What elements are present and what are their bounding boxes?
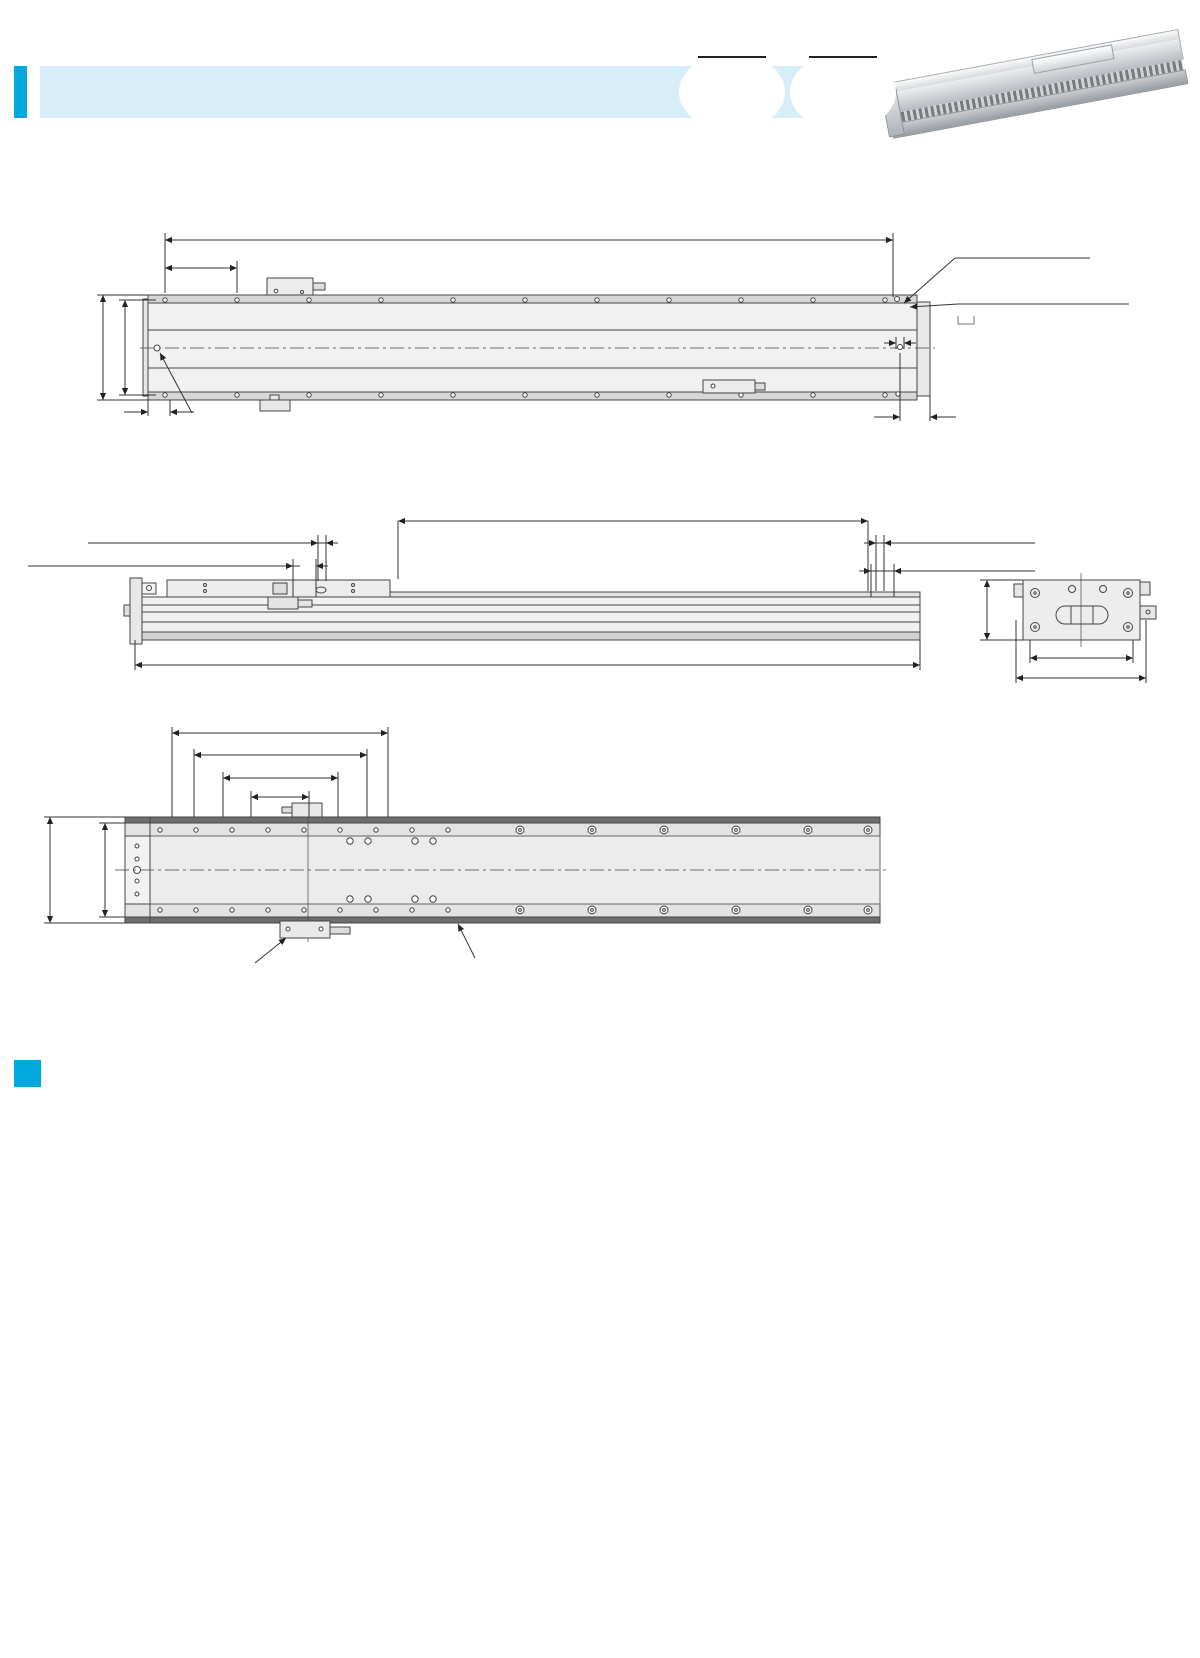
title-accent-bar xyxy=(14,66,27,118)
top-view-drawing xyxy=(60,195,1190,445)
fraction-bar xyxy=(809,56,877,58)
side-view-drawing xyxy=(25,465,1200,690)
fraction-bar xyxy=(698,56,766,58)
bottom-view-drawing xyxy=(20,700,1200,1000)
performance-section-header xyxy=(14,1060,63,1089)
product-photo-image xyxy=(880,20,1192,150)
peak-thrust-stat xyxy=(790,53,896,131)
section-bullet-icon xyxy=(14,1060,41,1087)
continuous-thrust-stat xyxy=(679,53,785,131)
